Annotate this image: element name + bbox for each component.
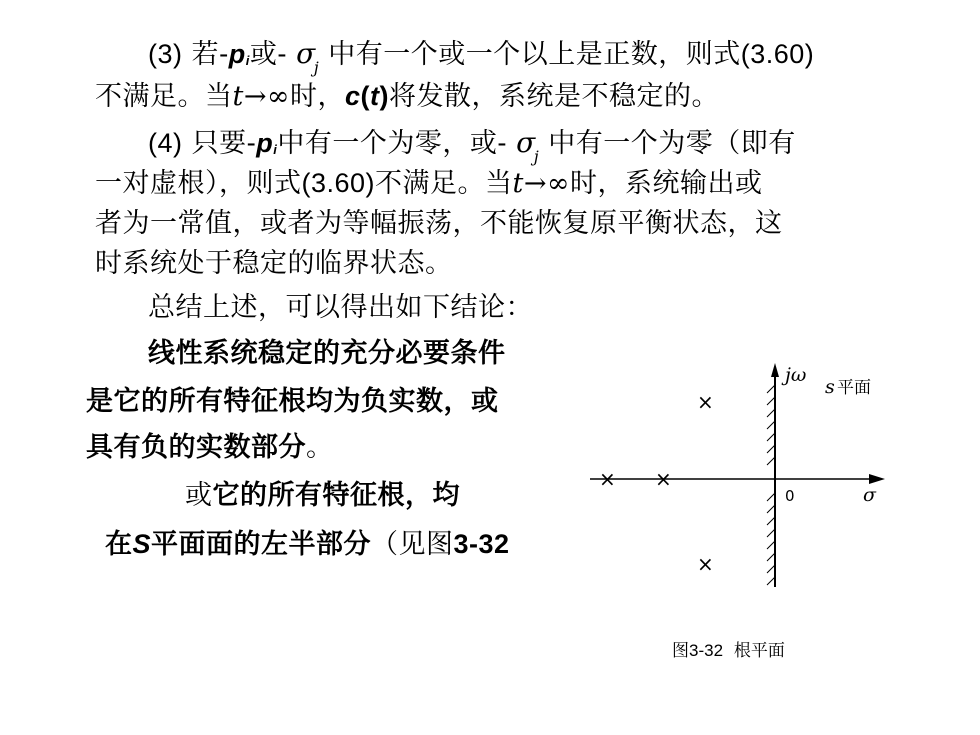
para4-line2-text2: 不满足。当 <box>375 168 513 199</box>
imaginary-axis-hatching <box>767 385 775 585</box>
caption-title: 根平面 <box>723 641 785 661</box>
para3-line2-text2: 时， <box>289 81 345 112</box>
para4-line2 <box>95 167 763 200</box>
para3-text-or: 或- <box>249 39 297 70</box>
conclusion-line4-bold: 它的所有特征根，均 <box>212 480 460 511</box>
sigma-symbol: σ <box>296 37 316 70</box>
s-symbol: S <box>132 529 152 559</box>
p-symbol: p <box>228 39 246 69</box>
figure-caption <box>672 636 785 661</box>
para3-line2-text: 不满足。当 <box>95 81 233 112</box>
sub-i: i <box>273 142 278 157</box>
para3-text-rest: 中有一个或一个以上是正数，则式 <box>319 39 741 70</box>
conclusion-line3 <box>86 432 334 464</box>
t-variable: t <box>232 81 244 112</box>
conclusion-line1: 线性系统稳定的充分必要条件 <box>148 338 506 369</box>
para4-text-or: 中有一个为零，或- <box>277 128 517 159</box>
s-plane-s: s <box>825 376 835 398</box>
conclusion-line5 <box>105 528 510 561</box>
conclusion-line5-bold: 平面面的左半部分 <box>151 529 372 560</box>
para4-line3: 者为一常值，或者为等幅振荡，不能恢复原平衡状态，这 <box>95 208 783 239</box>
pole-upper-left: × <box>697 390 714 414</box>
root-plane-figure <box>585 355 895 605</box>
sigma-axis-label: σ <box>863 484 876 506</box>
para4-line2-text3: 时，系统输出或 <box>570 168 763 199</box>
para3-text: 若- <box>182 39 229 70</box>
para4-text: 只要- <box>182 128 257 159</box>
para3-line1 <box>148 38 814 84</box>
summary-text: 总结上述，可以得出如下结论： <box>148 292 533 323</box>
caption-number: 3-32 <box>689 641 724 660</box>
sub-i: i <box>245 53 250 68</box>
jw-label: jω <box>785 364 807 386</box>
para4-line2-text: 一对虚根），则式 <box>95 168 302 199</box>
para4-line4: 时系统处于稳定的临界状态。 <box>95 248 453 279</box>
equation-ref: (3.60) <box>301 168 376 198</box>
conclusion-line2: 是它的所有特征根均为负实数，或 <box>86 386 499 417</box>
figure-ref: 3-32 <box>453 529 510 559</box>
period: 。 <box>306 432 334 463</box>
conclusion-in: 在 <box>105 529 133 560</box>
origin-label: 0 <box>785 487 795 505</box>
s-plane-label: 平面 <box>837 378 871 398</box>
para4-number: (4) <box>148 128 183 158</box>
equation-ref: (3.60) <box>740 39 815 69</box>
arrow-infinity: →∞ <box>523 168 571 199</box>
see-figure-text: （见图 <box>371 529 454 560</box>
para3-line2 <box>95 80 719 113</box>
sigma-symbol: σ <box>516 126 536 159</box>
real-axis-arrow <box>869 474 885 484</box>
conclusion-or: 或 <box>185 480 213 511</box>
t-variable: t <box>512 168 524 199</box>
c-function: c <box>344 81 361 111</box>
conclusion-line4 <box>185 480 460 512</box>
pole-real-2: × <box>655 467 672 491</box>
arrow-infinity: →∞ <box>243 81 290 112</box>
para4-text-rest: 中有一个为零（即有 <box>539 128 796 159</box>
sub-j: j <box>313 58 320 77</box>
para3-number: (3) <box>148 39 183 69</box>
sub-j: j <box>533 147 540 166</box>
paren-open: ( <box>360 81 371 111</box>
paren-close: ) <box>379 81 390 111</box>
c-arg: t <box>370 81 380 111</box>
conclusion-line3-bold: 具有负的实数部分 <box>86 432 306 463</box>
pole-lower-left: × <box>697 552 714 576</box>
imaginary-axis-arrow <box>771 363 779 377</box>
para3-line2-text3: 将发散，系统是不稳定的。 <box>389 81 720 112</box>
pole-real-1: × <box>599 467 616 491</box>
p-symbol: p <box>256 128 274 158</box>
caption-prefix: 图 <box>672 641 689 661</box>
